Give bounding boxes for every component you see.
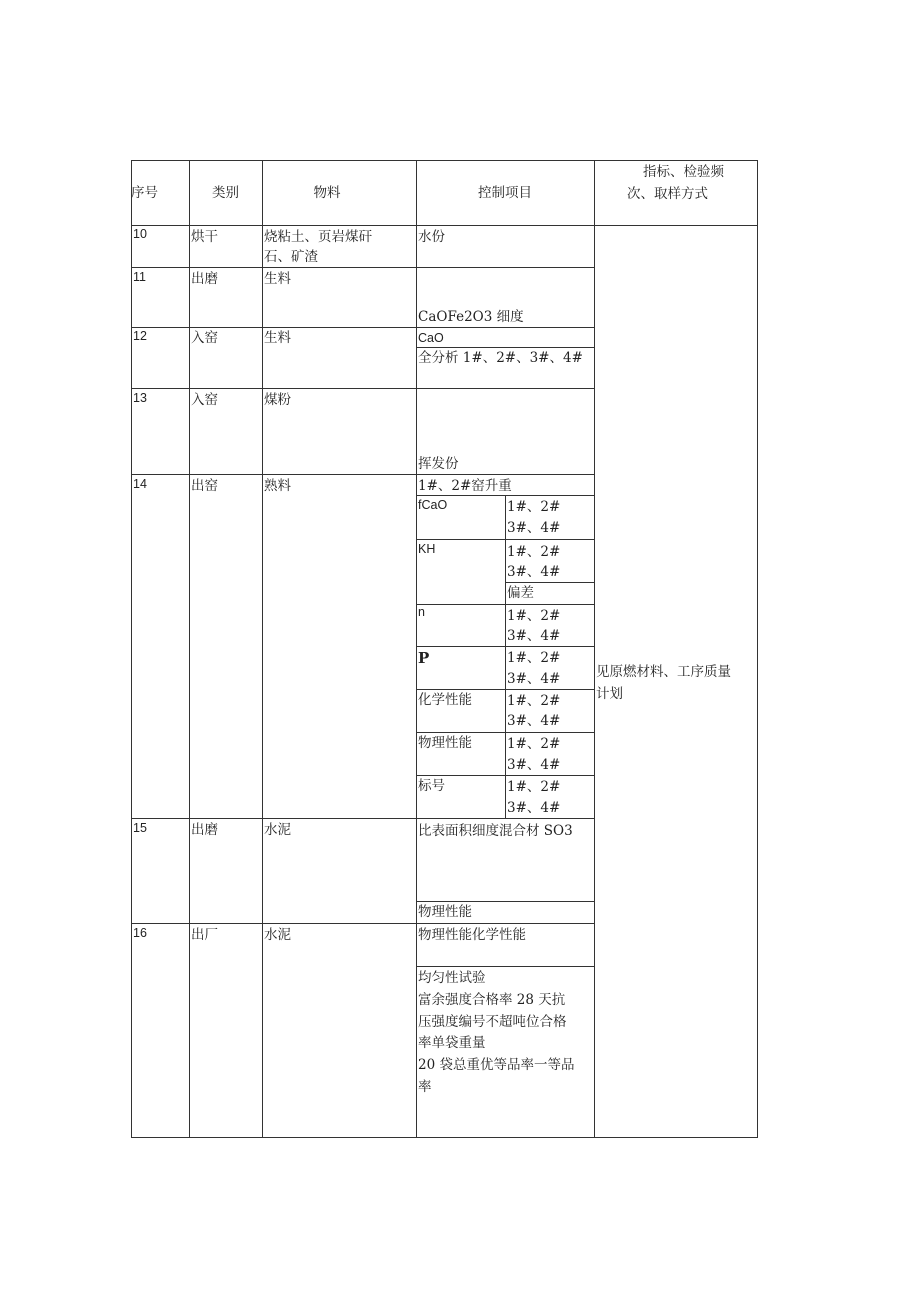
table-bottom-border <box>131 1137 758 1138</box>
row-14-n: n <box>418 605 425 619</box>
row-14-phys-a: 1#、2# <box>507 736 561 752</box>
row-14-kiln-weight: 1#、2#窑升重 <box>418 478 512 494</box>
row-15-material: 水泥 <box>264 822 291 838</box>
column-divider <box>594 160 595 1138</box>
row-10-category: 烘干 <box>191 229 218 245</box>
row-14-kh: KH <box>418 542 436 556</box>
row-14-n-a: 1#、2# <box>507 608 561 624</box>
row-14-fcao: fCaO <box>418 498 448 512</box>
row-14-fcao-a: 1#、2# <box>507 499 561 515</box>
row-13-no: 13 <box>133 391 147 405</box>
row-14-chem: 化学性能 <box>418 692 472 708</box>
row-12-item-cao: CaO <box>418 331 444 345</box>
row-12-item-full-analysis: 全分析 1#、2#、3#、4# <box>418 350 583 366</box>
row-14-grade-a: 1#、2# <box>507 779 561 795</box>
row-16-item-line4: 率单袋重量 <box>418 1035 486 1051</box>
row-15-no: 15 <box>133 821 147 835</box>
item-divider <box>417 604 595 605</box>
row-14-chem-a: 1#、2# <box>507 693 561 709</box>
row-11-item: CaOFe2O3 细度 <box>418 309 524 325</box>
column-divider <box>189 160 190 1138</box>
row-16-item-line5: 20 袋总重优等品率一等品 <box>418 1057 575 1073</box>
row-14-phys: 物理性能 <box>418 735 472 751</box>
row-16-item-line1: 均匀性试验 <box>418 970 486 986</box>
header-spec-line2: 次、取样方式 <box>627 186 708 202</box>
sub-column-divider <box>505 495 506 818</box>
row-15-item-surface: 比表面积细度混合材 SO3 <box>418 823 573 839</box>
row-11-no: 11 <box>133 270 146 284</box>
row-10-material-line1: 烧粘土、页岩煤矸 <box>264 229 372 245</box>
row-14-n-b: 3#、4# <box>507 628 561 644</box>
header-category: 类别 <box>212 185 239 201</box>
merged-spec-line2: 计划 <box>596 686 623 702</box>
row-15-item-phys: 物理性能 <box>418 904 472 920</box>
header-bottom-border <box>131 225 758 226</box>
header-seq: 序号 <box>131 185 158 201</box>
header-material: 物料 <box>313 185 341 201</box>
row-13-category: 入窑 <box>191 392 218 408</box>
row-11-category: 出磨 <box>191 271 218 287</box>
item-divider <box>417 539 595 540</box>
row-16-item-line3: 压强度编号不超吨位合格 <box>418 1014 567 1030</box>
row-13-material: 煤粉 <box>264 392 291 408</box>
row-14-p-a: 1#、2# <box>507 650 561 666</box>
row-14-fcao-b: 3#、4# <box>507 520 561 536</box>
table-top-border <box>131 160 758 161</box>
row-16-item-line6: 率 <box>418 1079 432 1095</box>
row-divider <box>131 267 595 268</box>
row-12-material: 生料 <box>264 330 291 346</box>
row-divider <box>131 923 595 924</box>
row-13-item: 挥发份 <box>418 456 459 472</box>
row-divider <box>131 818 595 819</box>
row-14-chem-b: 3#、4# <box>507 713 561 729</box>
column-divider <box>416 160 417 1138</box>
merged-spec-line1: 见原燃材料、工序质量 <box>596 664 731 680</box>
row-16-no: 16 <box>133 926 147 940</box>
table-right-border <box>757 160 758 1138</box>
row-14-category: 出窑 <box>191 478 218 494</box>
row-12-no: 12 <box>133 329 147 343</box>
item-divider <box>417 966 595 967</box>
row-divider <box>131 474 595 475</box>
row-12-category: 入窑 <box>191 330 218 346</box>
table-left-border <box>131 160 132 1138</box>
row-16-item-phys-chem: 物理性能化学性能 <box>418 927 526 943</box>
row-16-category: 出厂 <box>191 927 218 943</box>
row-11-material: 生料 <box>264 271 291 287</box>
row-14-material: 熟料 <box>264 478 291 494</box>
row-divider <box>131 388 595 389</box>
row-14-grade-b: 3#、4# <box>507 800 561 816</box>
row-16-item-line2: 富余强度合格率 28 天抗 <box>418 992 566 1008</box>
row-10-item: 水份 <box>418 229 445 245</box>
column-divider <box>262 160 263 1138</box>
row-14-kh-b: 3#、4# <box>507 564 561 580</box>
row-14-phys-b: 3#、4# <box>507 757 561 773</box>
row-14-grade: 标号 <box>418 778 445 794</box>
item-divider <box>417 646 595 647</box>
row-15-category: 出磨 <box>191 822 218 838</box>
row-14-kh-a: 1#、2# <box>507 544 561 560</box>
header-control-item: 控制项目 <box>478 185 532 201</box>
row-14-p-b: 3#、4# <box>507 671 561 687</box>
row-10-material-line2: 石、矿渣 <box>264 249 318 265</box>
row-14-kh-deviation: 偏差 <box>507 585 534 601</box>
row-14-p: P <box>418 649 430 667</box>
header-spec-line1: 指标、检验频 <box>643 164 724 180</box>
row-14-no: 14 <box>133 477 147 491</box>
row-16-material: 水泥 <box>264 927 291 943</box>
row-10-no: 10 <box>133 227 147 241</box>
